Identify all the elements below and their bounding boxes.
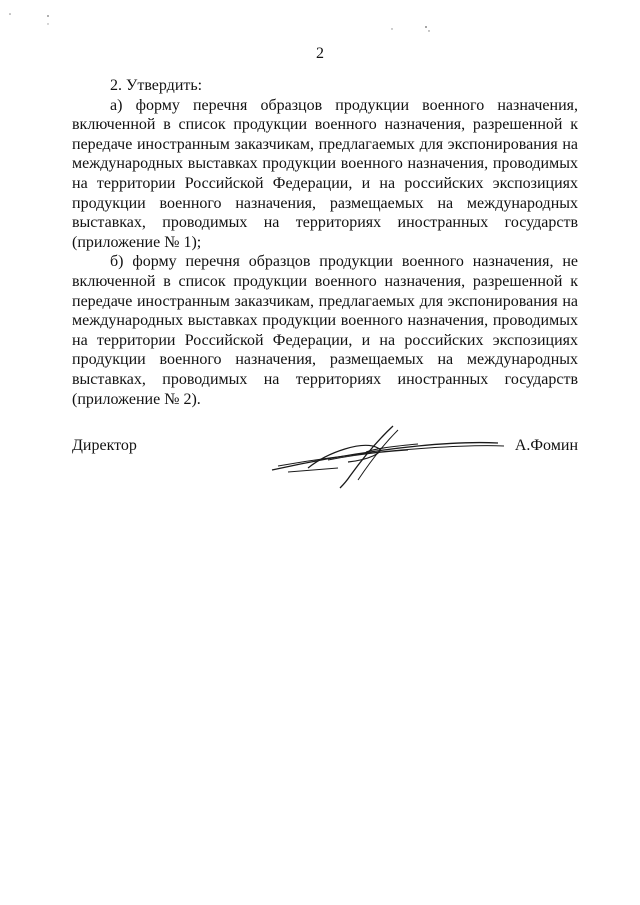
item-a-paragraph: а) форму перечня образцов продукции военного назначения, включенной в список продукции военного назначения, разрешенной к передаче иностранным заказчикам, предлагаемых для экспонирования на международных выставках продукции военного назначения, проводимых на территории Российской Федерации, и на российских экспозициях продукции военного назначения, размещаемых на международных выставках, проводимых на территориях иностранных государств (приложение № 1); — [72, 96, 578, 251]
signature-block — [72, 430, 578, 490]
scan-specks — [0, 0, 640, 40]
item-b-paragraph: б) форму перечня образцов продукции военного назначения, не включенной в список продукции военного назначения, разрешенной к передаче иностранным заказчикам, предлагаемых для экспонирования на международных выставках продукции военного назначения, проводимых на территории Российской Федерации, и на российских экспозициях продукции военного назначения, размещаемых на международных выставках, проводимых на территориях иностранных государств (приложение № 2). — [72, 253, 578, 408]
page-number: 2 — [316, 45, 324, 62]
section-heading: 2. Утвердить: — [110, 77, 203, 94]
signatory-title: Директор — [72, 437, 137, 454]
signatory-name: А.Фомин — [514, 437, 578, 454]
handwritten-signature — [268, 422, 508, 492]
document-body — [72, 76, 578, 409]
